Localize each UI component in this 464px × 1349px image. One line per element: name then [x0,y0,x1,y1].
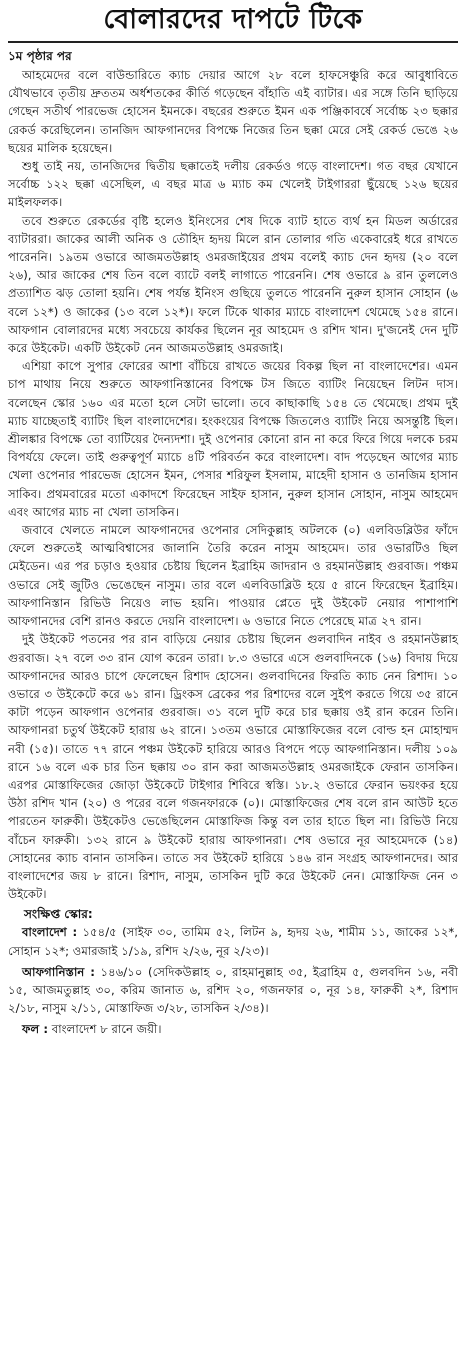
article-paragraph: আহমেদের বলে বাউন্ডারিতে ক্যাচ দেয়ার আগে ২৮ বলে হাফসেঞ্চুরি করে আবুধাবিতে যৌথভাবে তৃতীয় দ্রুততম অর্ধশতকের কীর্তি গড়েছেন বাঁহাতি এই ব্যাটার। এর সঙ্গে তিনি ছাড়িয়ে গেছেন সতীর্থ পারভেজ হোসেন ইমনকে। বছরের শুরুতে ইমন এক পঞ্জিকাবর্ষে সর্বোচ্চ ২৩ ছক্কার রেকর্ড করেছিলেন। তানজিদ আফগানদের বিপক্ষে নিজের তিন ছক্কা মেরে সেই রেকর্ড ভেঙে ২৬ ছয়ের মালিক হয়েছেন। [8,68,458,155]
scorecard-bangladesh [8,923,458,959]
scorecard-title: সংক্ষিপ্ত স্কোর: [24,907,93,922]
bangladesh-score: ১৫৪/৫ (সাইফ ৩০, তামিম ৫২, লিটন ৯, হৃদয় ২৬, শামীম ১১, জাকের ১২*, সোহান ১২*; ওমারজাই ১/১৯, রশিদ ২/২৬, নূর ২/২৩)। [8,925,458,958]
article-paragraph: দুই উইকেট পতনের পর রান বাড়িয়ে নেয়ার চেষ্টায় ছিলেন গুলবাদিন নাইব ও রহমানউল্লাহ গুরবাজ। ২৭ বলে ৩৩ রান যোগ করেন তারা। ৮.৩ ওভারে এসে গুলবাদিনকে (১৬) বিদায় দিয়ে আফগানদের আরও চাপে ফেলেছেন রিশাদ হোসেন। গুলবাদিনের ফিরতি ক্যাচ নেন রিশাদ। ১০ ওভারে ৩ উইকেটে করে ৬১ রান। ড্রিংকস ব্রেকের পর রিশাদের বলে সুইপ করতে গিয়ে ৩৫ রানে কাটা পড়েন আফগান ওপেনার গুরবাজ। ৩১ বলে দুটি করে চার ছক্কায় ওই রান করেন তিনি। আফগানরা চতুর্থ উইকেট হারায় ৬২ রানে। ১৩তম ওভারে মোস্তাফিজের বলে বোল্ড হন মোহাম্মদ নবী (১৫)। তাতে ৭৭ রানে পঞ্চম উইকেট হারিয়ে আরও বিপদে পড়ে আফগানিস্তান। দলীয় ১০৯ রানে ১৬ বলে এক চার তিন ছক্কায় ৩০ রান করা আজমতউল্লাহ ওমরজাইকে ফেরান তাসকিন। এরপর মোস্তাফিজের জোড়া উইকেটে টাইগার শিবিরে স্বস্তি। ১৮.২ ওভারে ফেরান ভয়ংকর হয়ে উঠা রশিদ খান (২০) ও পরের বলে গজনফারকে (০)। মোস্তাফিজের শেষ বলে রান আউট হতে পারতেন ফারুকী। উইকেটও ভেঙেছিলেন মোস্তাফিজ কিন্তু বল তার হাতে ছিল না। রিভিউ নিয়ে বাঁচেন ফারুকী। ১৩২ রানে ৯ উইকেট হারায় আফগানরা। শেষ ওভারে নূর আহমেদকে (১৪) সোহানের ক্যাচ বানান তাসকিন। তাতে সব উইকেট হারিয়ে ১৪৬ রান সংগ্রহ আফগানদের। আর বাংলাদেশের জয় ৮ রানে। রিশাদ, নাসুম, তাসকিন দুটি করে উইকেট নেন। মোস্তাফিজ নেন ৩ উইকেট। [8,632,458,902]
news-article [0,2,464,1349]
article-paragraph: তবে শুরুতে রেকর্ডের বৃষ্টি হলেও ইনিংসের শেষ দিকে ব্যাট হাতে ব্যর্থ হন মিডল অর্ডারের ব্যাটাররা। জাকের আলী অনিক ও তৌহিদ হৃদয় মিলে রান তোলার গতি একেবারেই ধরে রাখতে পারেননি। ১৯তম ওভারে আজমতউল্লাহ ওমরজাইয়ের প্রথম বলেই ক্যাচ দেন হৃদয় (২০ বলে ২৬), আর জাকের শেষ তিন বলে ব্যাটে বলই লাগাতে পারেননি। শেষ ওভারে ৯ রান তুললেও প্রত্যাশিত ঝড় তোলা হয়নি। শেষ পর্যন্ত ইনিংস গুছিয়ে তুলতে পারেননি নুরুল হাসান সোহান (৬ বলে ১২*) ও জাকের (১৩ বলে ১২*)। ফলে টিকে থাকার ম্যাচে বাংলাদেশ থেমেছে ১৫৪ রানে। আফগান বোলারদের মধ্যে সবচেয়ে কার্যকর ছিলেন নূর আহমেদ ও রশিদ খান। দু'জনেই দেন দুটি করে উইকেট। একটি উইকেট নেন আজমতউল্লাহ ওমরজাই। [8,213,458,356]
article-body [8,66,458,903]
scorecard-result [8,1020,458,1038]
result-label: ফল : [22,1022,48,1037]
result-text: বাংলাদেশ ৮ রানে জয়ী। [51,1022,162,1037]
bangladesh-label: বাংলাদেশ : [22,925,78,940]
afghanistan-label: আফগানিস্তান : [22,964,95,979]
afghanistan-score: ১৪৬/১০ (সেদিকউল্লাহ ০, রাহমানুল্লাহ ৩৫, ইব্রাহিম ৫, গুলবদিন ১৬, নবী ১৫, আজমতুল্লাহ ৩০, করিম জানাত ৬, রশিদ ২০, গজনফার ০, নূর ১৪, ফারুকী ২*, রিশাদ ২/১৮, নাসুম ২/১১, মোস্তাফিজ ৩/২৮, তাসকিন ২/৩৪)। [8,964,459,1016]
headline-divider [8,41,458,43]
article-paragraph: শুধু তাই নয়, তানজিদের দ্বিতীয় ছক্কাতেই দলীয় রেকর্ডও গড়ে বাংলাদেশ। গত বছর যেখানে সর্বোচ্চ ১২২ ছক্কা এসেছিল, এ বছর মাত্র ৬ ম্যাচ কম খেলেই টাইগাররা ছুঁয়েছে ১২৬ ছয়ের মাইলফলক। [8,159,458,210]
scorecard [8,905,458,1038]
article-headline: বোলারদের দাপটে টিকে [103,4,363,35]
article-paragraph: জবাবে খেলতে নামলে আফগানদের ওপেনার সেদিকুল্লাহ অটলকে (০) এলবিডব্লিউর ফাঁদে ফেলে শুরুতেই আত্মবিশ্বাসের জালানি তৈরি করেন নাসুম আহমেদ। তার ওভারটিও ছিল মেইডেন। এর পর চড়াও হওয়ার চেষ্টায় ছিলেন ইব্রাহিম জাদরান ও রহমানউল্লাহ গুরবাজ। পঞ্চম ওভারে সেই জুটিও ভেঙেছেন নাসুম। তার বলে এলবিডাব্লিউ হয়ে ৫ রানে ফিরেছেন ইব্রাহিম। আফগানিস্তান রিভিউ নিয়েও লাভ হয়নি। পাওয়ার প্লেতে দুই উইকেট নেয়ার পাশাপাশি আফগানদের বেশি রানও করতে দেয়নি বাংলাদেশ। ৬ ওভারে নিতে পেরেছে মাত্র ২৭ রান। [8,523,458,629]
article-paragraph: এশিয়া কাপে সুপার ফোরের আশা বাঁচিয়ে রাখতে জয়ের বিকল্প ছিল না বাংলাদেশের। এমন চাপ মাথায় নিয়ে শুরুতে আফগানিস্তানের বিপক্ষে টস জিতে ব্যাটিং নিয়েছেন লিটন দাস। বলেছেন স্কোর ১৬০ এর মতো হলে সেটা ভালো। তবে কাছাকাছি ১৫৪ তে থেমেছে। প্রথম দুই ম্যাচ যাচ্ছেতাই ব্যাটিং ছিল বাংলাদেশের। হংকংয়ের বিপক্ষে জিতলেও ব্যাটিং নিয়ে অসন্তুষ্টি ছিল। শ্রীলঙ্কার বিপক্ষে তো ব্যাটিয়ের দৈন্যদশা। দুই ওপেনার কোনো রান না করে ফিরে গিয়ে দলকে চরম বিপর্যয়ে ফেলে। তাই গুরুত্বপূর্ণ ম্যাচে ৪টি পরিবর্তন করে বাংলাদেশ। বাদ পড়েছেন আগের ম্যাচ খেলা ওপেনার পারভেজ হোসেন ইমন, পেসার শরিফুল ইসলাম, মাহেদী হাসান ও তানজিম হাসান সাকিব। প্রথমবারের মতো একাদশে ফিরেছেন সাইফ হাসান, নুরুল হাসান সোহান, নাসুম আহমেদ এবং আগের ম্যাচ না খেলা তাসকিন। [8,359,458,519]
continued-from-label: ১ম পৃষ্ঠার পর [8,49,72,63]
scorecard-afghanistan [8,963,458,1018]
